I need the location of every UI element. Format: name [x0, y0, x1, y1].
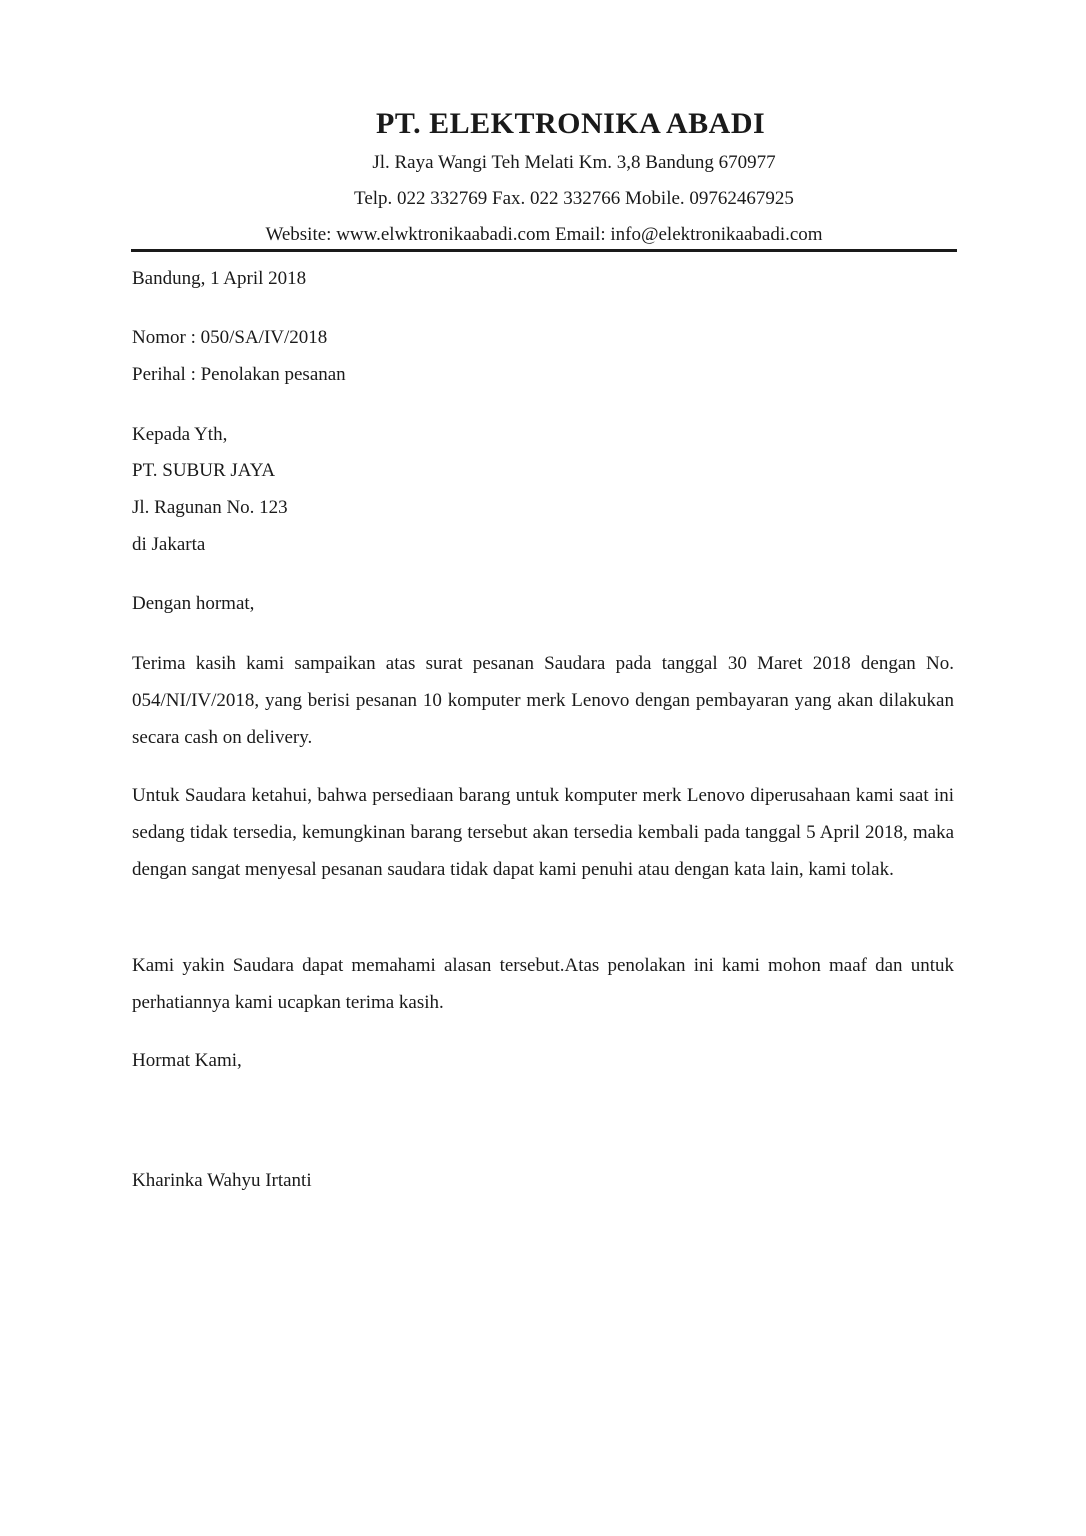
- recipient-company: PT. SUBUR JAYA: [132, 460, 276, 481]
- letter-subject: Perihal : Penolakan pesanan: [132, 364, 346, 385]
- body-paragraph-1: Terima kasih kami sampaikan atas surat pesanan Saudara pada tanggal 30 Maret 2018 dengan No. 054/NI/IV/2018, yang berisi pesanan 10 komputer merk Lenovo dengan pembayaran yang akan dilakukan secara cash on delivery.: [132, 653, 954, 748]
- greeting: Dengan hormat,: [132, 593, 255, 614]
- body-paragraph-3: Kami yakin Saudara dapat memahami alasan tersebut.Atas penolakan ini kami mohon maaf dan untuk perhatiannya kami ucapkan terima kasih.: [132, 955, 954, 1013]
- signatory-name: Kharinka Wahyu Irtanti: [132, 1170, 312, 1191]
- letterhead-divider: [131, 249, 957, 252]
- recipient-city: di Jakarta: [132, 534, 206, 555]
- recipient-salutation: Kepada Yth,: [132, 424, 228, 445]
- company-name: PT. ELEKTRONIKA ABADI: [376, 107, 766, 140]
- body-paragraph-2: Untuk Saudara ketahui, bahwa persediaan barang untuk komputer merk Lenovo diperusahaan kami saat ini sedang tidak tersedia, kemungkinan barang tersebut akan tersedia kembali pada tanggal 5 April 2018, maka dengan sangat menyesal pesanan saudara tidak dapat kami penuhi atau dengan kata lain, kami tolak.: [132, 785, 954, 880]
- letter-date: Bandung, 1 April 2018: [132, 268, 307, 289]
- company-address: Jl. Raya Wangi Teh Melati Km. 3,8 Bandung 670977: [372, 152, 776, 173]
- company-web-email: Website: www.elwktronikaabadi.com Email: info@elektronikaabadi.com: [265, 224, 823, 245]
- closing: Hormat Kami,: [132, 1050, 242, 1071]
- letterhead: [131, 104, 957, 253]
- recipient-street: Jl. Ragunan No. 123: [132, 497, 288, 518]
- letter-number: Nomor : 050/SA/IV/2018: [132, 327, 328, 348]
- company-contact: Telp. 022 332769 Fax. 022 332766 Mobile. 09762467925: [354, 188, 794, 209]
